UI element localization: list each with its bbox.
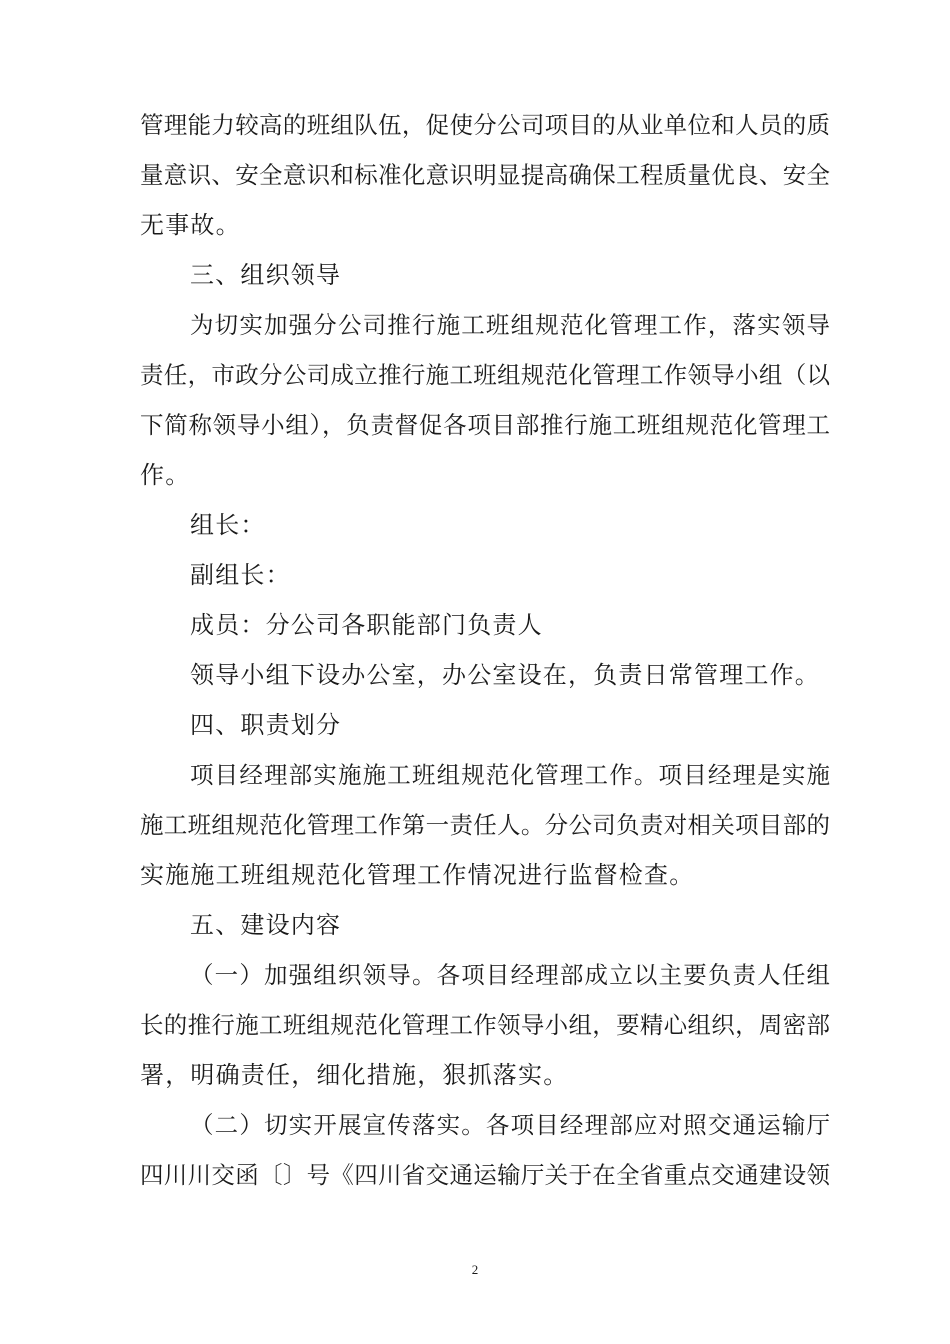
section-heading: 五、建设内容	[190, 911, 342, 939]
paragraph-line: 为切实加强分公司推行施工班组规范化管理工作，落实领导	[190, 311, 830, 339]
section-heading: 三、组织领导	[190, 261, 342, 289]
paragraph-line: 项目经理部实施施工班组规范化管理工作。项目经理是实施	[190, 761, 830, 789]
paragraph-line: 实施施工班组规范化管理工作情况进行监督检查。	[140, 861, 695, 889]
paragraph-line: 领导小组下设办公室，办公室设在，负责日常管理工作。	[190, 661, 820, 689]
paragraph-line: （一）加强组织领导。各项目经理部成立以主要负责人任组	[190, 961, 830, 989]
section-heading: 四、职责划分	[190, 711, 342, 739]
deputy-leader-label: 副组长：	[190, 561, 291, 589]
paragraph-line: 责任，市政分公司成立推行施工班组规范化管理工作领导小组（以	[140, 361, 830, 389]
paragraph-line: 作。	[140, 461, 191, 489]
paragraph-line: 下简称领导小组），负责督促各项目部推行施工班组规范化管理工	[140, 411, 830, 439]
paragraph-line: 署，明确责任，细化措施，狠抓落实。	[140, 1061, 569, 1089]
paragraph-line: 量意识、安全意识和标准化意识明显提高确保工程质量优良、安全	[140, 161, 830, 189]
members-line: 成员：分公司各职能部门负责人	[190, 611, 543, 639]
leader-label: 组长：	[190, 511, 266, 539]
paragraph-line: 长的推行施工班组规范化管理工作领导小组，要精心组织，周密部	[140, 1011, 830, 1039]
paragraph-line: 无事故。	[140, 211, 241, 239]
paragraph-line: 管理能力较高的班组队伍，促使分公司项目的从业单位和人员的质	[140, 111, 830, 139]
page-number: 2	[471, 1262, 479, 1277]
paragraph-line: （二）切实开展宣传落实。各项目经理部应对照交通运输厅	[190, 1111, 830, 1139]
paragraph-line: 四川川交函〔〕号《四川省交通运输厅关于在全省重点交通建设领	[140, 1161, 830, 1189]
paragraph-line: 施工班组规范化管理工作第一责任人。分公司负责对相关项目部的	[140, 811, 830, 839]
